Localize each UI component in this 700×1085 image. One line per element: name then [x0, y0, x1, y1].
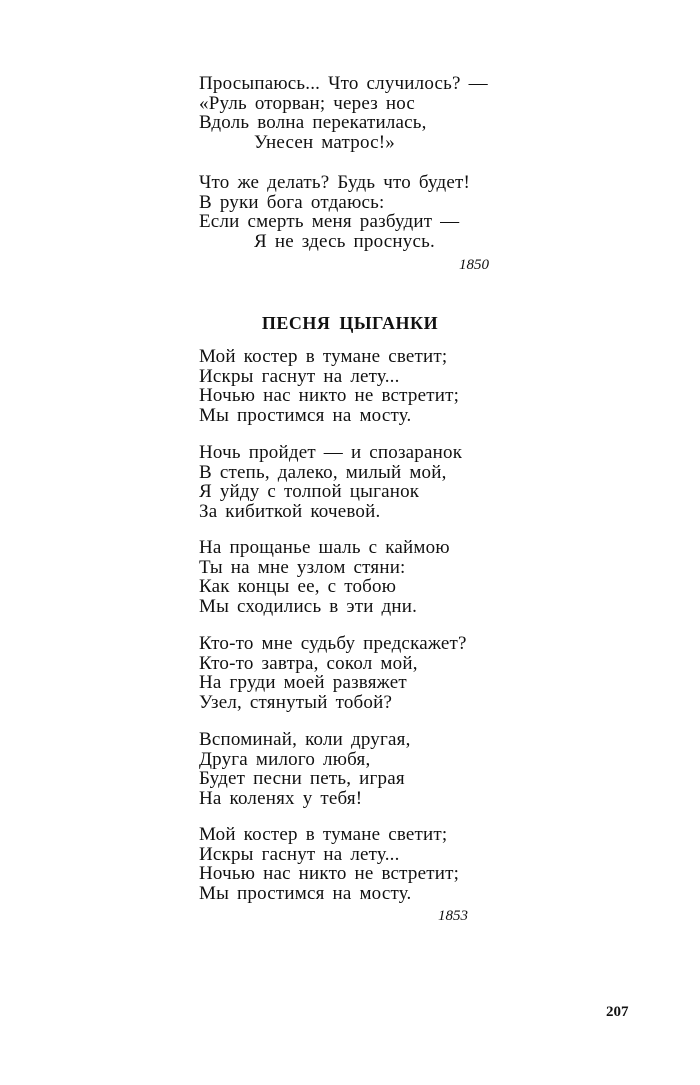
poem-line: Я не здесь проснусь.: [254, 230, 435, 252]
poem-line: Мы простимся на мосту.: [199, 404, 412, 426]
poem-line: Я уйду с толпой цыганок: [199, 481, 420, 502]
poem-line: На коленях у тебя!: [199, 787, 363, 809]
poem-line: Ночью нас никто не встретит;: [199, 385, 460, 406]
poem2-stanza-1: [199, 347, 459, 425]
poem2-date: 1853: [438, 908, 468, 924]
poem-line: Что же делать? Будь что будет!: [199, 172, 471, 193]
poem-line: Ночью нас никто не встретит;: [199, 863, 460, 884]
poem-line: Искры гаснут на лету...: [199, 365, 400, 387]
poem1-stanza-1: [199, 74, 488, 152]
poem1-stanza-2: [199, 173, 470, 251]
page-number: 207: [606, 1004, 629, 1020]
poem-line: Мой костер в тумане светит;: [199, 346, 448, 367]
poem-line: В руки бога отдаюсь:: [199, 191, 385, 213]
poem2-title: ПЕСНЯ ЦЫГАНКИ: [261, 313, 439, 333]
poem-line: Кто-то мне судьбу предскажет?: [199, 633, 467, 654]
poem-line: На груди моей развяжет: [199, 672, 407, 693]
poem-line: Как концы ее, с тобою: [199, 576, 397, 597]
poem-line: Ночь пройдет — и спозаранок: [199, 442, 463, 463]
poem-line: Кто-то завтра, сокол мой,: [199, 652, 418, 674]
poem2-stanza-2: [199, 443, 462, 521]
poem-line: Просыпаюсь... Что случилось? —: [199, 73, 488, 94]
poem-line: Мой костер в тумане светит;: [199, 824, 448, 845]
poem-line: Вдоль волна перекатилась,: [199, 112, 427, 133]
poem-line: Унесен матрос!»: [254, 131, 395, 153]
poem2-stanza-5: [199, 730, 411, 808]
poem-line: На прощанье шаль с каймою: [199, 537, 450, 558]
poem-line: В степь, далеко, милый мой,: [199, 461, 447, 483]
poem2-stanza-6: [199, 825, 459, 903]
poem-line: «Руль оторван; через нос: [199, 92, 416, 114]
poem-line: Вспоминай, коли другая,: [199, 729, 411, 750]
poem2-stanza-3: [199, 538, 450, 616]
poem-line: Ты на мне узлом стяни:: [199, 556, 406, 578]
poem-line: Мы сходились в эти дни.: [199, 595, 418, 617]
poem-line: Друга милого любя,: [199, 748, 371, 770]
poem-line: Искры гаснут на лету...: [199, 843, 400, 865]
poem1-date: 1850: [459, 257, 489, 273]
poem-line: Мы простимся на мосту.: [199, 882, 412, 904]
poem2-stanza-4: [199, 634, 467, 712]
poem-line: Узел, стянутый тобой?: [199, 691, 393, 713]
poem-line: За кибиткой кочевой.: [199, 500, 381, 522]
poem-line: Будет песни петь, играя: [199, 768, 405, 789]
poem-line: Если смерть меня разбудит —: [199, 211, 460, 232]
